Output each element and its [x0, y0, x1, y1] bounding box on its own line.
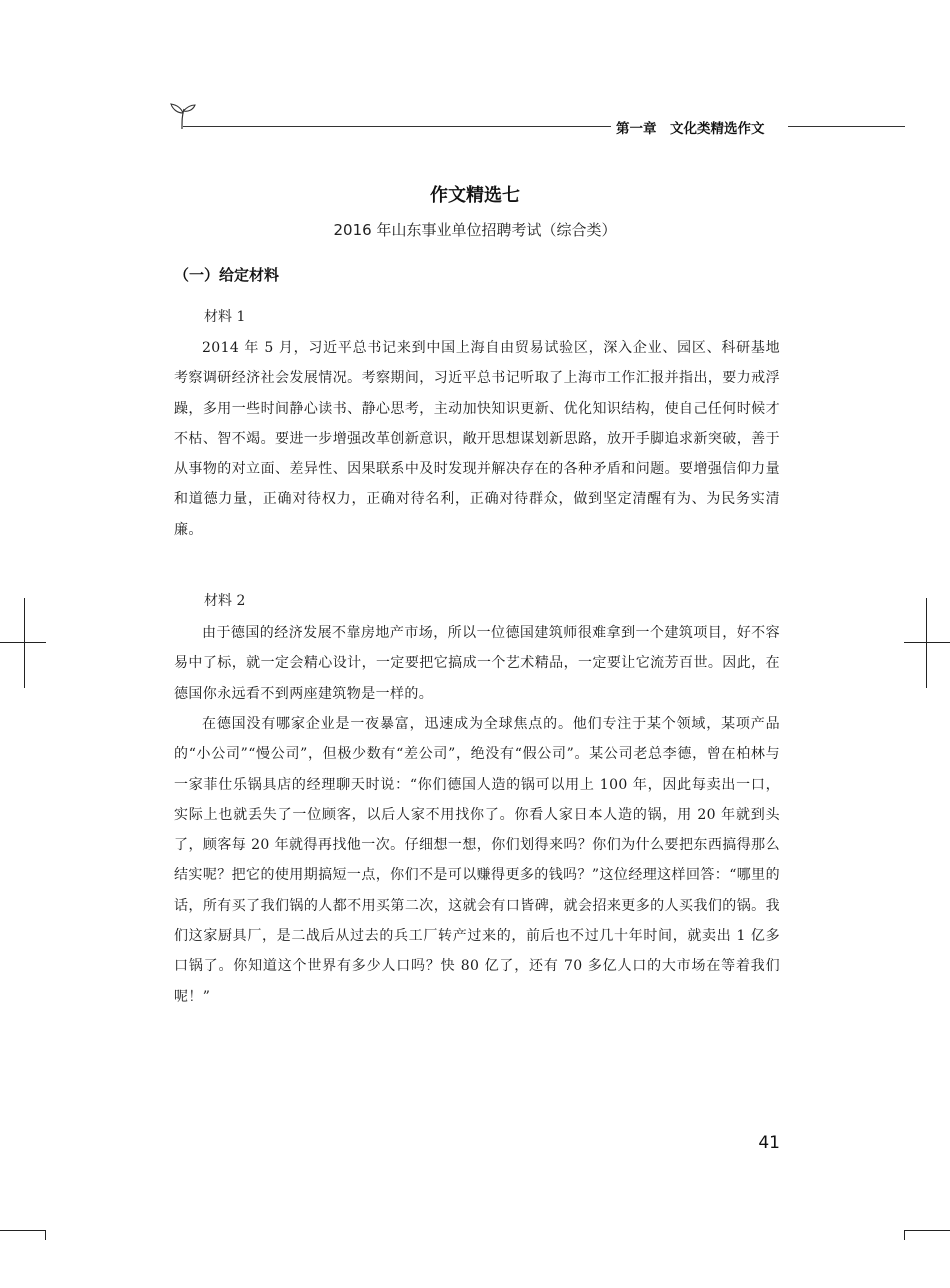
material-2-paragraph-1: 由于德国的经济发展不靠房地产市场，所以一位德国建筑师很难拿到一个建筑项目，好不容易中了标，就一定会精心设计，一定要把它搞成一个艺术精品，一定要让它流芳百世。因此，在德国你永远看不到两座建筑物是一样的。	[174, 625, 780, 702]
material-1-paragraph: 2014 年 5 月，习近平总书记来到中国上海自由贸易试验区，深入企业、园区、科研基地考察调研经济社会发展情况。考察期间，习近平总书记听取了上海市工作汇报并指出，要力戒浮躁，多用一些时间静心读书、静心思考，主动加快知识更新、优化知识结构，使自己任何时候才不枯、智不竭。要进一步增强改革创新意识，敞开思想谋划新思路，放开手脚追求新突破，善于从事物的对立面、差异性、因果联系中及时发现并解决存在的各种矛盾和问题。要增强信仰力量和道德力量，正确对待权力，正确对待名利，正确对待群众，做到坚定清醒有为、为民务实清廉。	[174, 340, 780, 538]
section-heading: （一）给定材料	[174, 266, 280, 284]
header-rule-right	[788, 126, 905, 127]
material-2-label: 材料 2	[204, 593, 246, 609]
material-2-paragraph-2: 在德国没有哪家企业是一夜暴富，迅速成为全球焦点的。他们专注于某个领域，某项产品的“小公司”“慢公司”，但极少数有“差公司”，绝没有“假公司”。某公司老总李德，曾在柏林与一家菲仕乐锅具店的经理聊天时说：“你们德国人造的锅可以用上 100 年，因此每卖出一口，实际上也就丢失了一位顾客，以后人家不用找你了。你看人家日本人造的锅，用 20 年就到头了，顾客每 20 年就得再找他一次。仔细想一想，你们划得来吗？你们为什么要把东西搞得那么结实呢？把它的使用期搞短一点，你们不是可以赚得更多的钱吗？”这位经理这样回答：“哪里的话，所有买了我们锅的人都不用买第二次，这就会有口皆碑，就会招来更多的人买我们的锅。我们这家厨具厂，是二战后从过去的兵工厂转产过来的，前后也不过几十年时间，就卖出 1 亿多口锅了。你知道这个世界有多少人口吗？快 80 亿了，还有 70 多亿人口的大市场在等着我们呢！”	[174, 716, 780, 1005]
article-title: 作文精选七	[430, 185, 520, 206]
crop-mark-left-horizontal	[0, 642, 46, 643]
header-rule-left	[183, 126, 611, 127]
crop-mark-bottom-right-v	[904, 1230, 905, 1240]
article-subtitle: 2016 年山东事业单位招聘考试（综合类）	[333, 221, 617, 239]
material-1-label: 材料 1	[204, 309, 246, 325]
crop-mark-right-horizontal	[904, 642, 950, 643]
crop-mark-bottom-right-h	[904, 1230, 950, 1231]
crop-mark-right-vertical	[926, 598, 927, 688]
crop-mark-bottom-left-v	[45, 1230, 46, 1240]
crop-mark-left-vertical	[24, 598, 25, 688]
running-header-chapter: 第一章 文化类精选作文	[616, 121, 765, 137]
page-number: 41	[758, 1133, 780, 1153]
crop-mark-bottom-left-h	[0, 1230, 46, 1231]
